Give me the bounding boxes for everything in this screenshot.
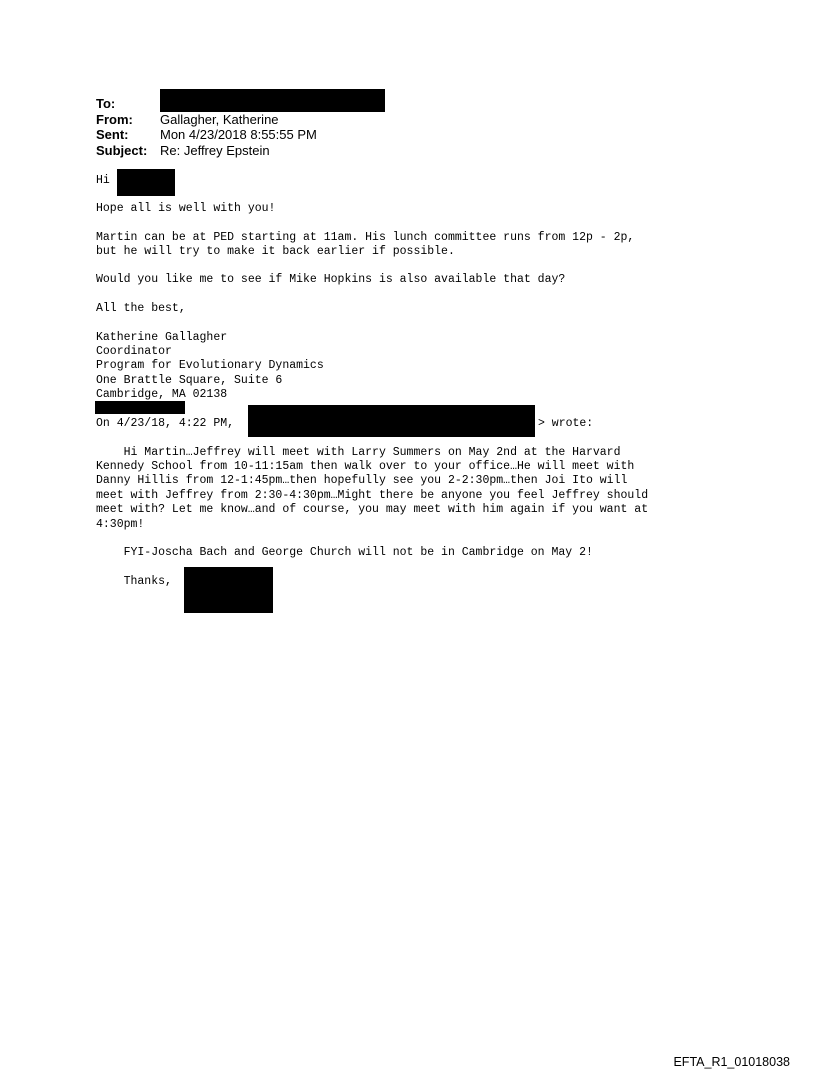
signature-org: Program for Evolutionary Dynamics (96, 359, 324, 372)
header-from-row (96, 112, 317, 128)
quote-line-3: Danny Hillis from 12-1:45pm…then hopefully see you 2-2:30pm…then Joi Ito will (96, 474, 628, 487)
sent-label: Sent: (96, 127, 129, 142)
signature-address-1: One Brattle Square, Suite 6 (96, 374, 283, 387)
quote-line-6: 4:30pm! (96, 518, 145, 531)
body-line-hope: Hope all is well with you! (96, 202, 276, 215)
header-subject-row (96, 143, 317, 159)
quote-intro-start: On 4/23/18, 4:22 PM, (96, 417, 235, 430)
sent-value: Mon 4/23/2018 8:55:55 PM (160, 127, 317, 142)
to-label: To: (96, 96, 116, 111)
subject-value: Re: Jeffrey Epstein (160, 142, 270, 158)
quote-line-1: Hi Martin…Jeffrey will meet with Larry Summers on May 2nd at the Harvard (96, 446, 621, 459)
quote-line-4: meet with Jeffrey from 2:30-4:30pm…Might there be anyone you feel Jeffrey should (96, 489, 649, 502)
quote-line-5: meet with? Let me know…and of course, you may meet with him again if you want at (96, 503, 649, 516)
redaction-sender (248, 405, 535, 437)
quote-line-2: Kennedy School from 10-11:15am then walk over to your office…He will meet with (96, 460, 635, 473)
body-para-martin-1: Martin can be at PED starting at 11am. His lunch committee runs from 12p - 2p, (96, 231, 635, 244)
quote-thanks: Thanks, (96, 575, 172, 588)
header-sent-row (96, 127, 317, 143)
bates-number: EFTA_R1_01018038 (673, 1055, 790, 1069)
from-label: From: (96, 111, 133, 127)
body-para-martin-2: but he will try to make it back earlier if possible. (96, 245, 455, 258)
subject-label: Subject: (96, 142, 148, 158)
quote-intro-end: > wrote: (538, 417, 594, 430)
from-value: Gallagher, Katherine (160, 111, 279, 127)
redaction-signature (95, 401, 185, 414)
redaction-greeting (117, 169, 175, 196)
quote-fyi: FYI-Joscha Bach and George Church will not be in Cambridge on May 2! (96, 546, 593, 559)
body-closing: All the best, (96, 302, 186, 315)
redaction-to (160, 89, 385, 112)
body-para-hopkins: Would you like me to see if Mike Hopkins is also available that day? (96, 273, 566, 286)
greeting: Hi (96, 174, 110, 187)
redaction-thanks (184, 567, 273, 613)
signature-title: Coordinator (96, 345, 172, 358)
signature-address-2: Cambridge, MA 02138 (96, 388, 228, 401)
signature-name: Katherine Gallagher (96, 331, 228, 344)
